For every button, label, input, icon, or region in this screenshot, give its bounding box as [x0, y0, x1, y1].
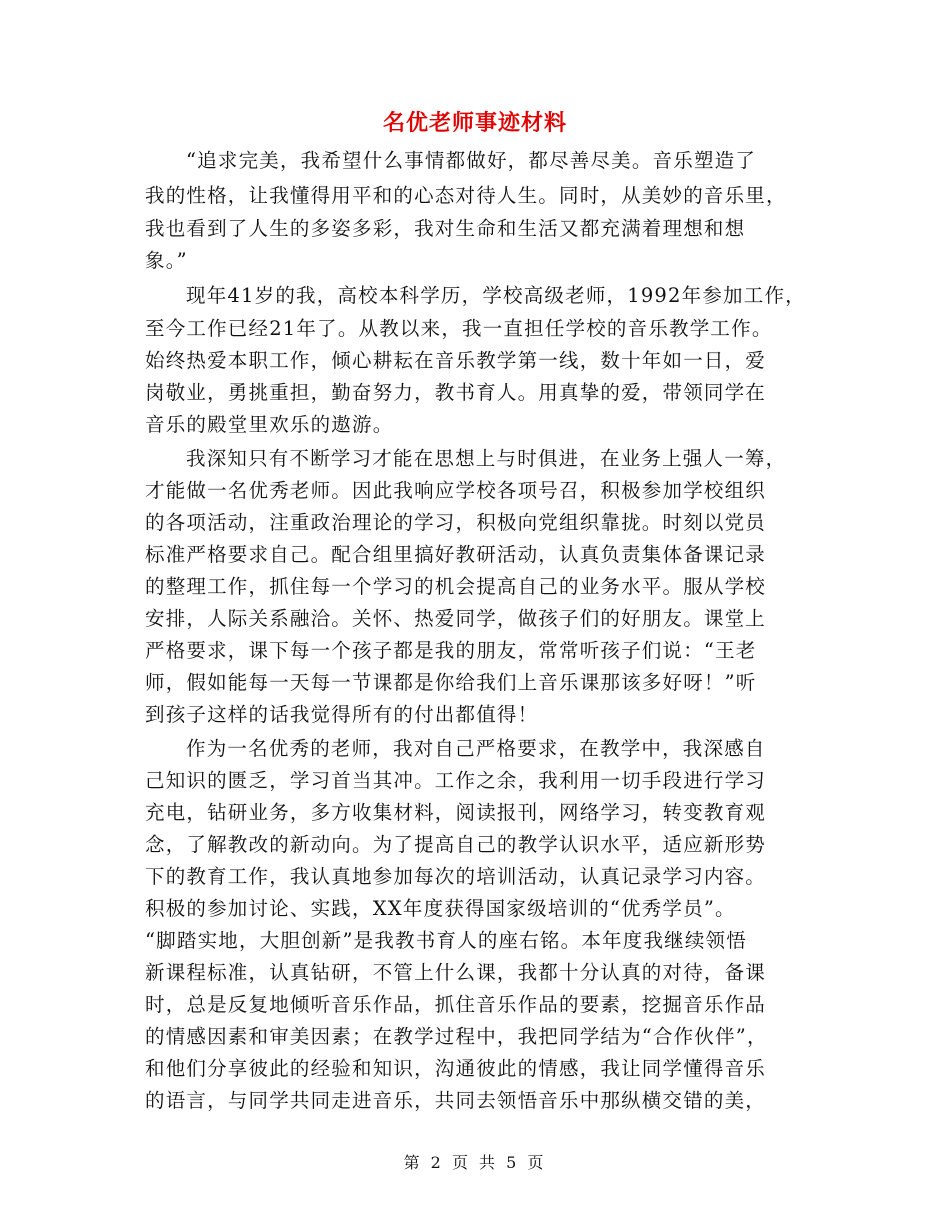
- text-line: 安排，人际关系融洽。关怀、热爱同学，做孩子们的好朋友。课堂上: [145, 607, 767, 630]
- text-line: 象。”: [145, 249, 188, 272]
- text-line: 音乐的殿堂里欢乐的遨游。: [145, 413, 394, 436]
- text-line: 我的性格，让我懂得用平和的心态对待人生。同时，从美妙的音乐里，: [145, 184, 787, 207]
- text-line: 时，总是反复地倾听音乐作品，抓住音乐作品的要素，挖掘音乐作品: [145, 993, 767, 1016]
- text-line: 标准严格要求自己。配合组里搞好教研活动，认真负责集体备课记录: [145, 543, 767, 566]
- text-line: 的各项活动，注重政治理论的学习，积极向党组织靠拢。时刻以党员: [145, 511, 767, 534]
- document-title: 名优老师事迹材料: [382, 111, 567, 136]
- text-line: 才能做一名优秀老师。因此我响应学校各项号召，积极参加学校组织: [145, 479, 767, 502]
- text-line: 我也看到了人生的多姿多彩，我对生命和生活又都充满着理想和想: [145, 217, 746, 240]
- text-line: 严格要求，课下每一个孩子都是我的朋友，常常听孩子们说：“王老: [145, 639, 757, 662]
- text-line: 新课程标准，认真钻研，不管上什么课，我都十分认真的对待，备课: [145, 961, 767, 984]
- text-line: 师，假如能每一天每一节课都是你给我们上音乐课那该多好呀！”听: [145, 671, 757, 694]
- text-line: 积极的参加讨论、实践，XX年度获得国家级培训的“优秀学员”。: [145, 897, 736, 920]
- text-line: 至今工作已经21年了。从教以来，我一直担任学校的音乐教学工作。: [145, 317, 773, 340]
- text-line: “脚踏实地，大胆创新”是我教书育人的座右铭。本年度我继续领悟: [145, 929, 747, 952]
- text-line: “追求完美，我希望什么事情都做好，都尽善尽美。音乐塑造了: [186, 149, 757, 172]
- page-footer: 第 2 页 共 5 页: [403, 1153, 547, 1172]
- text-line: 我深知只有不断学习才能在思想上与时俱进，在业务上强人一筹，: [186, 447, 787, 470]
- text-line: 和他们分享彼此的经验和知识，沟通彼此的情感，我让同学懂得音乐: [145, 1057, 767, 1080]
- text-line: 到孩子这样的话我觉得所有的付出都值得！: [145, 703, 539, 726]
- text-line: 现年41岁的我，高校本科学历，学校高级老师，1992年参加工作，: [186, 284, 806, 307]
- text-line: 念，了解教改的新动向。为了提高自己的教学认识水平，适应新形势: [145, 833, 767, 856]
- text-line: 己知识的匮乏，学习首当其冲。工作之余，我利用一切手段进行学习: [145, 769, 767, 792]
- text-line: 充电，钻研业务，多方收集材料，阅读报刊，网络学习，转变教育观: [145, 801, 767, 824]
- text-line: 始终热爱本职工作，倾心耕耘在音乐教学第一线，数十年如一日，爱: [145, 349, 767, 372]
- text-line: 岗敬业，勇挑重担，勤奋努力，教书育人。用真挚的爱，带领同学在: [145, 381, 767, 404]
- text-line: 的情感因素和审美因素；在教学过程中，我把同学结为“合作伙伴”，: [145, 1025, 768, 1048]
- text-line: 的语言，与同学共同走进音乐，共同去领悟音乐中那纵横交错的美，: [145, 1089, 767, 1112]
- text-line: 作为一名优秀的老师，我对自己严格要求，在教学中，我深感自: [186, 737, 766, 760]
- text-line: 下的教育工作，我认真地参加每次的培训活动，认真记录学习内容。: [145, 865, 767, 888]
- text-line: 的整理工作，抓住每一个学习的机会提高自己的业务水平。服从学校: [145, 575, 767, 598]
